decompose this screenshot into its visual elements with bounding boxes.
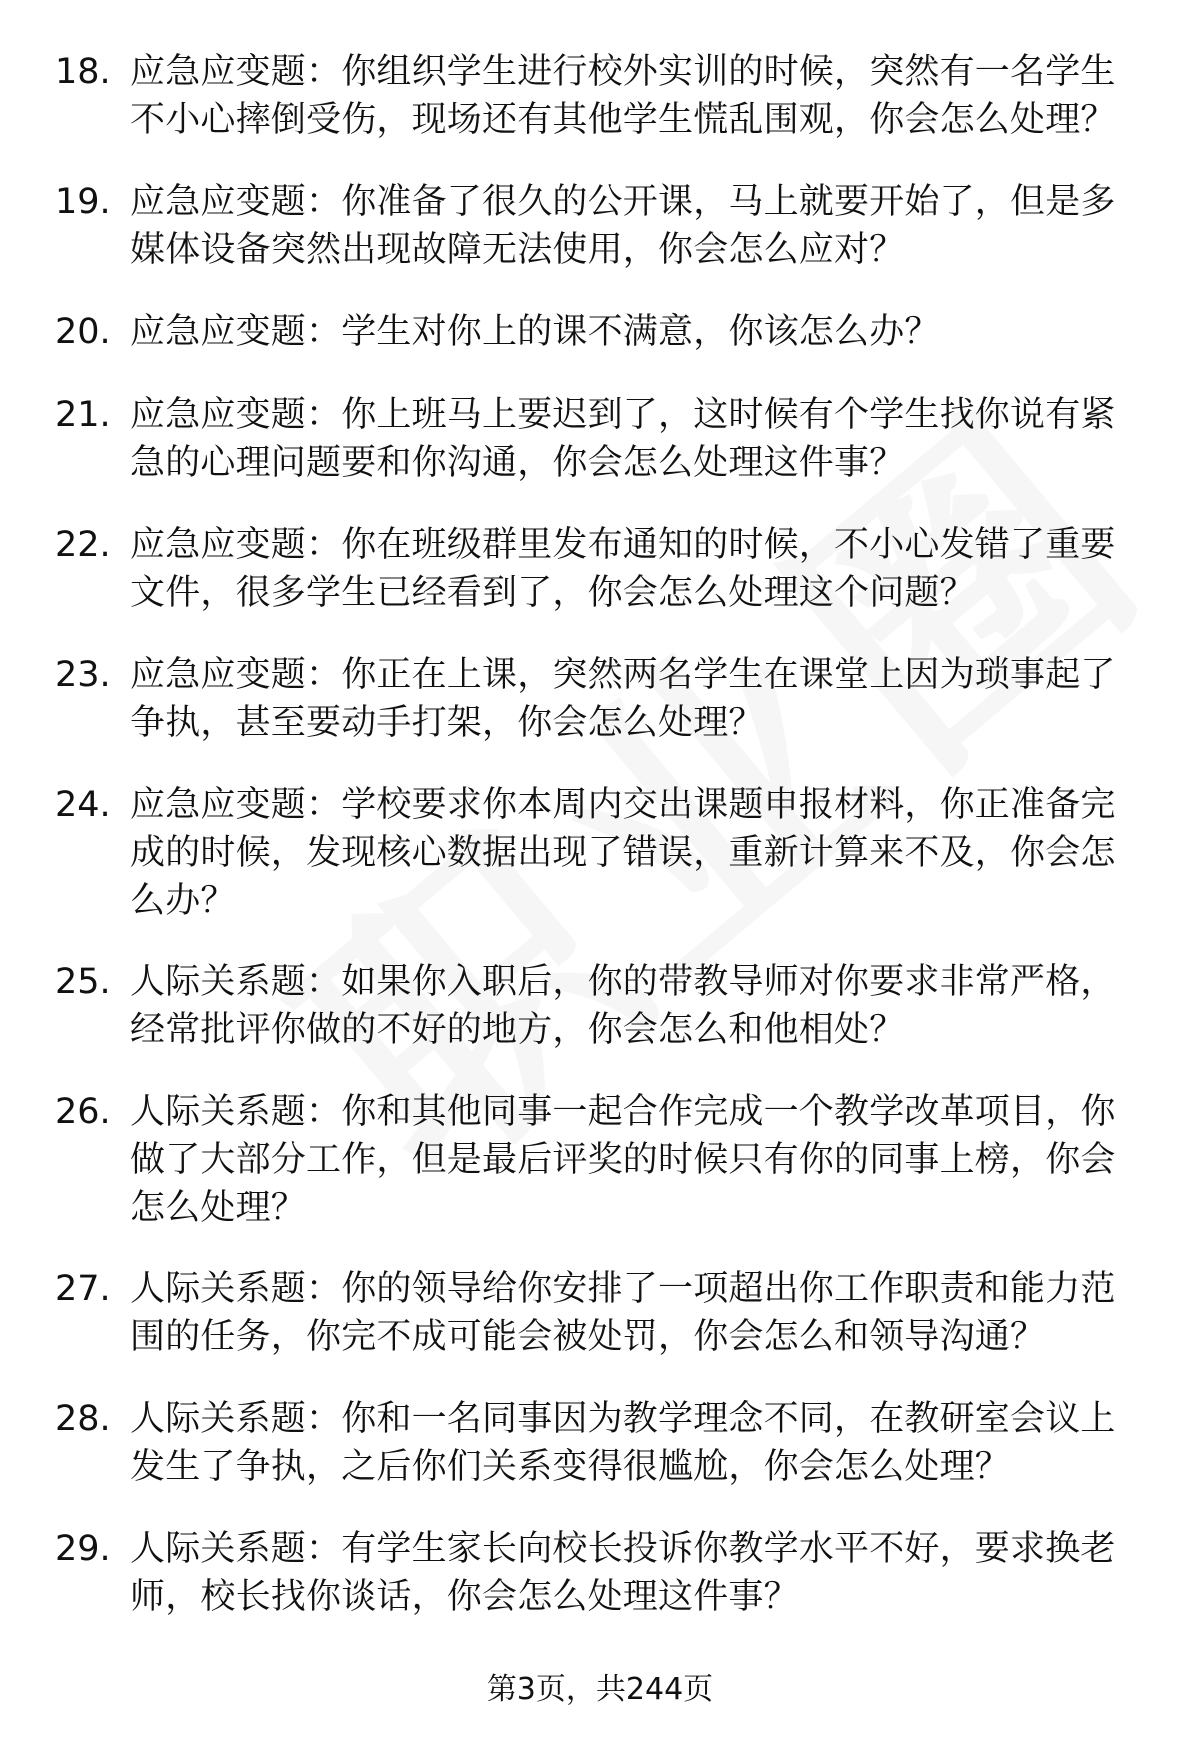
question-number: 21. bbox=[55, 395, 111, 435]
question-number: 20. bbox=[55, 312, 111, 352]
question-number: 22. bbox=[55, 525, 111, 565]
question-text: 人际关系题：你的领导给你安排了一项超出你工作职责和能力范围的任务，你完不成可能会被处罚，你会怎么和领导沟通？ bbox=[130, 1269, 1116, 1357]
question-text: 应急应变题：你正在上课，突然两名学生在课堂上因为琐事起了争执，甚至要动手打架，你会怎么处理？ bbox=[130, 655, 1116, 743]
question-text: 应急应变题：学生对你上的课不满意，你该怎么办？ bbox=[130, 312, 940, 352]
question-text: 人际关系题：有学生家长向校长投诉你教学水平不好，要求换老师，校长找你谈话，你会怎么处理这件事？ bbox=[130, 1529, 1116, 1617]
question-text: 应急应变题：学校要求你本周内交出课题申报材料，你正准备完成的时候，发现核心数据出现了错误，重新计算来不及，你会怎么办？ bbox=[130, 785, 1116, 921]
question-text: 人际关系题：你和其他同事一起合作完成一个教学改革项目，你做了大部分工作，但是最后评奖的时候只有你的同事上榜，你会怎么处理？ bbox=[130, 1092, 1116, 1228]
question-text: 应急应变题：你在班级群里发布通知的时候，不小心发错了重要文件，很多学生已经看到了，你会怎么处理这个问题？ bbox=[130, 525, 1116, 613]
question-number: 26. bbox=[55, 1092, 111, 1132]
question-number: 28. bbox=[55, 1399, 111, 1439]
question-number: 19. bbox=[55, 182, 111, 222]
question-number: 27. bbox=[55, 1269, 111, 1309]
question-number: 23. bbox=[55, 655, 111, 695]
question-number: 24. bbox=[55, 785, 111, 825]
question-text: 应急应变题：你准备了很久的公开课，马上就要开始了，但是多媒体设备突然出现故障无法使用，你会怎么应对？ bbox=[130, 182, 1116, 270]
question-text: 应急应变题：你上班马上要迟到了，这时候有个学生找你说有紧急的心理问题要和你沟通，你会怎么处理这件事？ bbox=[130, 395, 1116, 483]
question-number: 25. bbox=[55, 962, 111, 1002]
question-text: 人际关系题：你和一名同事因为教学理念不同，在教研室会议上发生了争执，之后你们关系变得很尴尬，你会怎么处理？ bbox=[130, 1399, 1116, 1487]
question-number: 18. bbox=[55, 52, 111, 92]
question-number: 29. bbox=[55, 1529, 111, 1569]
question-text: 人际关系题：如果你入职后，你的带教导师对你要求非常严格，经常批评你做的不好的地方，你会怎么和他相处？ bbox=[130, 962, 1116, 1050]
question-text: 应急应变题：你组织学生进行校外实训的时候，突然有一名学生不小心摔倒受伤，现场还有其他学生慌乱围观，你会怎么处理？ bbox=[130, 52, 1116, 140]
page-footer: 第3页，共244页 bbox=[486, 1672, 714, 1707]
